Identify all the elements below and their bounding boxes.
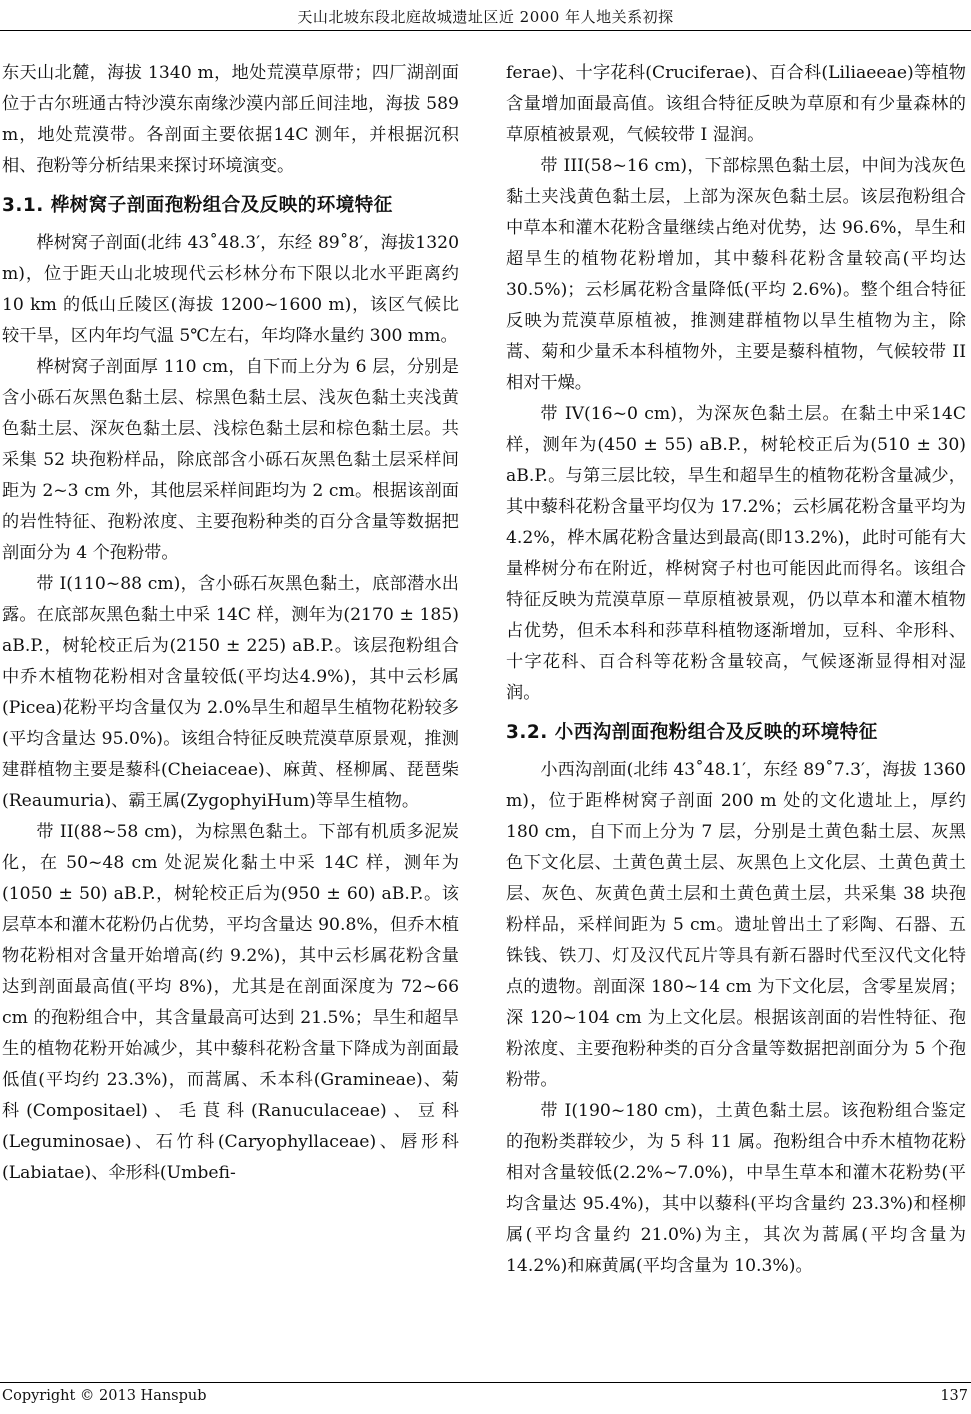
copyright-text: Copyright © 2013 Hanspub	[2, 1388, 207, 1404]
paragraph-xiaoxigou-zone-1: 带 I(190~180 cm)，土黄色黏土层。该孢粉组合鉴定的孢粉类群较少，为 5 科 11 属。孢粉组合中乔木植物花粉相对含量较低(2.2%~7.0%)，中旱生草本和灌木花粉势(平均含量达 95.4%)，其中以藜科(平均含量约 23.3%)和柽柳属(平均含量约 21.0%)为主，其次为蒿属(平均含量为 14.2%)和麻黄属(平均含量为 10.3%)。	[506, 1101, 966, 1276]
paragraph-zone-4: 带 IV(16~0 cm)，为深灰色黏土层。在黏土中采14C 样，测年为(450 ± 55) aB.P.，树轮校正后为(510 ± 30) aB.P.。与第三层比较，旱生和超旱生的植物花粉含量减少，其中藜科花粉含量平均仅为 17.2%；云杉属花粉含量平均为 4.2%，桦木属花粉含量达到最高(即13.2%)，此时可能有大量桦树分布在附近，桦树窝子村也可能因此而得名。该组合特征反映为荒漠草原－草原植被景观，仍以草本和灌木植物占优势，但禾本科和莎草科植物逐渐增加，豆科、伞形科、十字花科、百合科等花粉含量较高，气候逐渐显得相对湿润。	[506, 404, 966, 703]
header-divider	[0, 30, 971, 31]
paragraph-zone-1: 带 I(110~88 cm)，含小砾石灰黑色黏土，底部潜水出露。在底部灰黑色黏土中采 14C 样，测年为(2170 ± 185) aB.P.，树轮校正后为(2150 ± 225) aB.P.。该层孢粉组合中乔木植物花粉相对含量较低(平均达4.9%)，其中云杉属(Picea)花粉平均含量仅为 2.0%旱生和超旱生植物花粉较多(平均含量达 95.0%)。该组合特征反映荒漠草原景观，推测建群植物主要是藜科(Cheiaceae)、麻黄、柽柳属、琵琶柴(Reaumuria)、霸王属(ZygophyiHum)等旱生植物。	[2, 574, 459, 811]
section-heading-3-1: 3.1. 桦树窝子剖面孢粉组合及反映的环境特征	[2, 195, 393, 216]
page-footer	[2, 1388, 968, 1404]
paragraph-zone-2-continued: ferae)、十字花科(Cruciferae)、百合科(Liliaeeae)等植物含量增加面最高值。该组合特征反映为草原和有少量森林的草原植被景观，气候较带 I 湿润。	[506, 63, 966, 145]
section-heading-3-2: 3.2. 小西沟剖面孢粉组合及反映的环境特征	[506, 722, 878, 743]
footer-divider	[0, 1382, 971, 1383]
paragraph-xiaoxigou: 小西沟剖面(北纬 43˚48.1′，东经 89˚7.3′，海拔 1360 m)，位于距桦树窝子剖面 200 m 处的文化遗址上，厚约 180 cm，自下而上分为 7 层，分别是土黄色黏土层、灰黑色下文化层、土黄色黄土层、灰黑色上文化层、土黄色黄土层、灰色、灰黄色黄土层和土黄色黄土层，共采集 38 块孢粉样品，采样间距为 5 cm。遗址曾出土了彩陶、石器、五铢钱、铁刀、灯及汉代瓦片等具有新石器时代至汉代文化特点的遗物。剖面深 180~14 cm 为下文化层，含零星炭屑；深 120~104 cm 为上文化层。根据该剖面的岩性特征、孢粉浓度、主要孢粉种类的百分含量等数据把剖面分为 5 个孢粉带。	[506, 760, 966, 1090]
paragraph-intro: 东天山北麓，海拔 1340 m，地处荒漠草原带；四厂湖剖面位于古尔班通古特沙漠东南缘沙漠内部丘间洼地，海拔 589 m，地处荒漠带。各剖面主要依据14C 测年，并根据沉积相、孢粉等分析结果来探讨环境演变。	[2, 63, 459, 176]
paragraph-layers: 桦树窝子剖面厚 110 cm，自下而上分为 6 层，分别是含小砾石灰黑色黏土层、棕黑色黏土层、浅灰色黏土夹浅黄色黏土层、深灰色黏土层、浅棕色黏土层和棕色黏土层。共采集 52 块孢粉样品，除底部含小砾石灰黑色黏土层采样间距为 2~3 cm 外，其他层采样间距均为 2 cm。根据该剖面的岩性特征、孢粉浓度、主要孢粉种类的百分含量等数据把剖面分为 4 个孢粉带。	[2, 357, 459, 563]
right-column	[506, 58, 966, 1282]
left-column	[2, 58, 459, 1189]
paragraph-zone-3: 带 III(58~16 cm)，下部棕黑色黏土层，中间为浅灰色黏土夹浅黄色黏土层，上部为深灰色黏土层。该层孢粉组合中草本和灌木花粉含量继续占绝对优势，达 96.6%，旱生和超旱生的植物花粉增加，其中藜科花粉含量较高(平均达 30.5%)；云杉属花粉含量降低(平均 2.6%)。整个组合特征反映为荒漠草原植被，推测建群植物以旱生植物为主，除蒿、菊和少量禾本科植物外，主要是藜科植物，气候较带 II 相对干燥。	[506, 156, 966, 393]
running-title: 天山北坡东段北庭故城遗址区近 2000 年人地关系初探	[297, 8, 674, 26]
paragraph-location: 桦树窝子剖面(北纬 43˚48.3′，东经 89˚8′，海拔1320 m)，位于距天山北坡现代云杉林分布下限以北水平距离约 10 km 的低山丘陵区(海拔 1200~1600 m)，该区气候比较干旱，区内年均气温 5℃左右，年均降水量约 300 mm。	[2, 233, 459, 346]
page-number: 137	[940, 1388, 968, 1404]
paragraph-zone-2: 带 II(88~58 cm)，为棕黑色黏土。下部有机质多泥炭化，在 50~48 cm 处泥炭化黏土中采 14C 样，测年为(1050 ± 50) aB.P.，树轮校正后为(950 ± 60) aB.P.。该层草本和灌木花粉仍占优势，平均含量达 90.8%，但乔木植物花粉相对含量开始增高(约 9.2%)，其中云杉属花粉含量达到剖面最高值(平均 8%)，尤其是在剖面深度为 72~66 cm 的孢粉组合中，其含量最高可达到 21.5%；旱生和超旱生的植物花粉开始减少，其中藜科花粉含量下降成为剖面最低值(平均约 23.3%)，而蒿属、禾本科(Gramineae)、菊科(Compositael)、毛茛科(Ranuculaceae)、豆科(Leguminosae)、石竹科(Caryophyllaceae)、唇形科(Labiatae)、伞形科(Umbefi-	[2, 822, 459, 1183]
